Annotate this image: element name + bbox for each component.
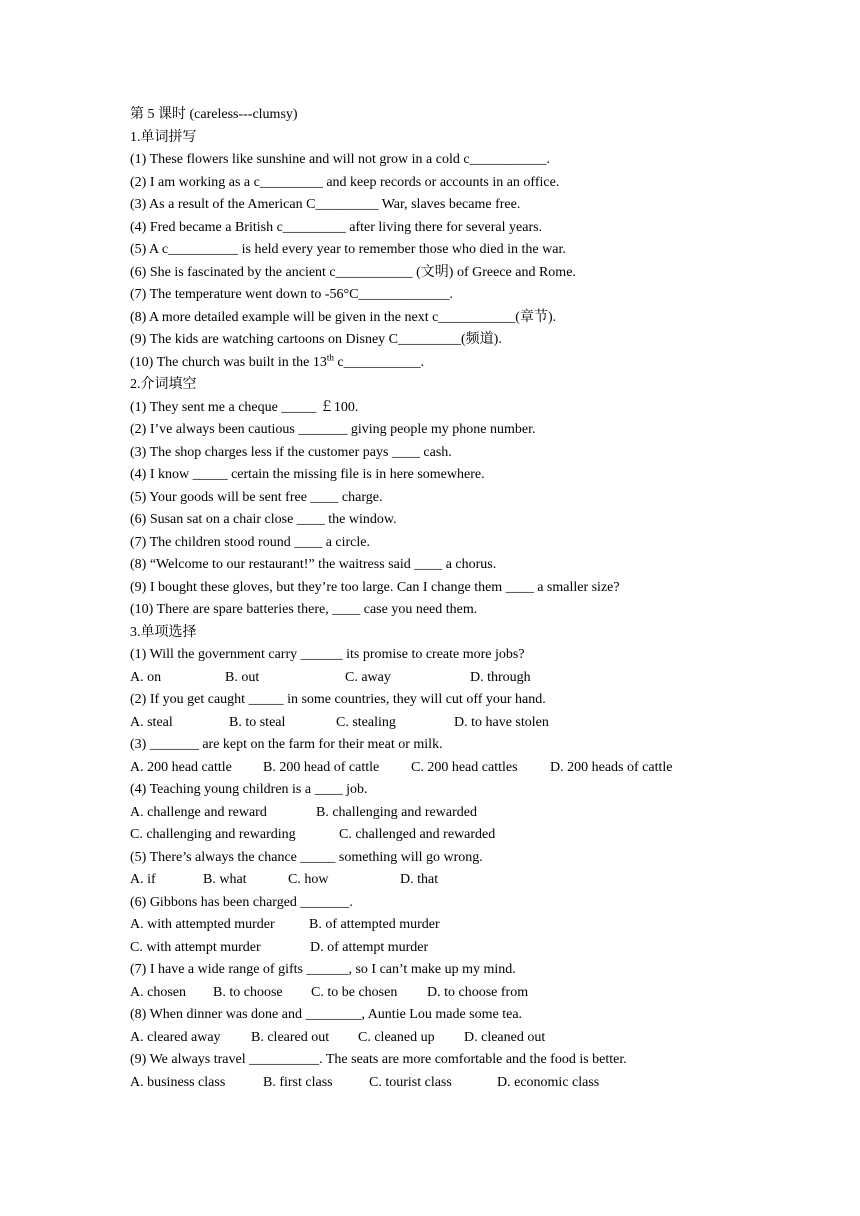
option-c: C. away (345, 669, 391, 685)
option-a: A. with attempted murder (130, 917, 275, 932)
question-stem: (5) There’s always the chance _____ something will go wrong. (130, 849, 483, 865)
question-stem: (1) Will the government carry ______ its promise to create more jobs? (130, 647, 525, 662)
option-row (130, 667, 730, 690)
spelling-item: (5) A c__________ is held every year to remember those who died in the war. (130, 242, 566, 257)
option-row (130, 1072, 730, 1095)
option-b: B. first class (263, 1074, 333, 1090)
option-d: D. to choose from (427, 984, 529, 1000)
spelling-item: (1) These flowers like sunshine and will not grow in a cold c___________. (130, 152, 551, 167)
preposition-item: (10) There are spare batteries there, ____ case you need them. (130, 602, 478, 617)
question-stem: (8) When dinner was done and ________, Auntie Lou made some tea. (130, 1007, 523, 1022)
question-stem: (9) We always travel __________. The seats are more comfortable and the food is better. (130, 1052, 627, 1067)
option-row (130, 757, 730, 780)
option-b: B. what (203, 872, 247, 887)
preposition-item: (7) The children stood round ____ a circle. (130, 534, 371, 550)
section-heading-multiple-choice: 3.单项选择 (130, 624, 197, 640)
spelling-item: (7) The temperature went down to -56°C_____________. (130, 287, 453, 302)
option-row (130, 802, 730, 825)
option-b: B. challenging and rewarded (316, 804, 477, 820)
option-a: A. business class (130, 1074, 226, 1090)
spelling-item: (8) A more detailed example will be given in the next c___________(章节). (130, 309, 557, 325)
preposition-item: (8) “Welcome to our restaurant!” the waitress said ____ a chorus. (130, 557, 497, 572)
option-d: D. cleaned out (464, 1029, 546, 1045)
option-c: C. to be chosen (311, 984, 398, 1000)
spelling-item: (4) Fred became a British c_________ after living there for several years. (130, 219, 543, 235)
option-b: B. 200 head of cattle (263, 759, 380, 775)
spelling-item (130, 352, 730, 375)
option-d: D. economic class (497, 1074, 600, 1090)
option-a: A. cleared away (130, 1029, 221, 1045)
question-stem: (4) Teaching young children is a ____ job. (130, 782, 368, 797)
option-c: C. stealing (336, 714, 396, 730)
question-stem: (6) Gibbons has been charged _______. (130, 894, 353, 910)
option-a: C. with attempt murder (130, 939, 261, 955)
option-row (130, 824, 730, 847)
option-row (130, 937, 730, 960)
option-c: C. how (288, 872, 329, 887)
spelling-item: (6) She is fascinated by the ancient c___________ (文明) of Greece and Rome. (130, 264, 576, 280)
preposition-item: (5) Your goods will be sent free ____ charge. (130, 489, 383, 505)
option-b: B. out (225, 669, 260, 685)
option-d: D. through (470, 669, 531, 685)
section-heading-spelling: 1.单词拼写 (130, 129, 197, 145)
section-heading-prepositions: 2.介词填空 (130, 377, 197, 392)
option-d: D. that (400, 872, 439, 887)
preposition-item: (6) Susan sat on a chair close ____ the window. (130, 512, 397, 527)
spelling-item-text: (10) The church was built in the 13 (130, 354, 327, 370)
option-b: D. of attempt murder (310, 939, 429, 955)
option-c: C. 200 head cattles (411, 759, 518, 775)
preposition-item: (2) I’ve always been cautious _______ giving people my phone number. (130, 422, 536, 437)
option-row (130, 982, 730, 1005)
preposition-item: (1) They sent me a cheque _____ ￡100. (130, 399, 359, 415)
option-a: A. 200 head cattle (130, 759, 232, 775)
option-a: A. challenge and reward (130, 804, 267, 820)
spelling-item: (3) As a result of the American C_________ War, slaves became free. (130, 197, 521, 212)
option-b: C. challenged and rewarded (339, 827, 496, 842)
preposition-item: (9) I bought these gloves, but they’re too large. Can I change them ____ a smaller size? (130, 579, 620, 595)
preposition-item: (4) I know _____ certain the missing file is in here somewhere. (130, 467, 485, 482)
question-stem: (7) I have a wide range of gifts ______, so I can’t make up my mind. (130, 962, 516, 977)
option-b: B. cleared out (251, 1029, 330, 1045)
document-content (130, 104, 730, 1094)
option-row (130, 914, 730, 937)
option-b: B. of attempted murder (309, 917, 440, 932)
option-a: A. steal (130, 714, 173, 730)
option-a: C. challenging and rewarding (130, 827, 296, 842)
option-a: A. chosen (130, 984, 186, 1000)
option-c: C. cleaned up (358, 1029, 435, 1045)
option-a: A. on (130, 669, 162, 685)
spelling-item: (9) The kids are watching cartoons on Disney C_________(频道). (130, 332, 502, 347)
option-row (130, 712, 730, 735)
spelling-item: (2) I am working as a c_________ and keep records or accounts in an office. (130, 174, 560, 190)
question-stem: (3) _______ are kept on the farm for their meat or milk. (130, 737, 443, 752)
option-b: B. to steal (229, 714, 286, 730)
option-d: D. to have stolen (454, 714, 549, 730)
question-stem: (2) If you get caught _____ in some countries, they will cut off your hand. (130, 692, 546, 707)
option-d: D. 200 heads of cattle (550, 759, 673, 775)
ordinal-suffix: th (326, 351, 334, 362)
option-a: A. if (130, 872, 156, 887)
spelling-item-text: c___________. (333, 354, 425, 370)
option-row (130, 1027, 730, 1050)
option-c: C. tourist class (369, 1074, 452, 1090)
option-row (130, 869, 730, 892)
option-b: B. to choose (213, 984, 283, 1000)
preposition-item: (3) The shop charges less if the customer pays ____ cash. (130, 444, 452, 460)
doc-title: 第 5 课时 (careless---clumsy) (130, 107, 298, 122)
